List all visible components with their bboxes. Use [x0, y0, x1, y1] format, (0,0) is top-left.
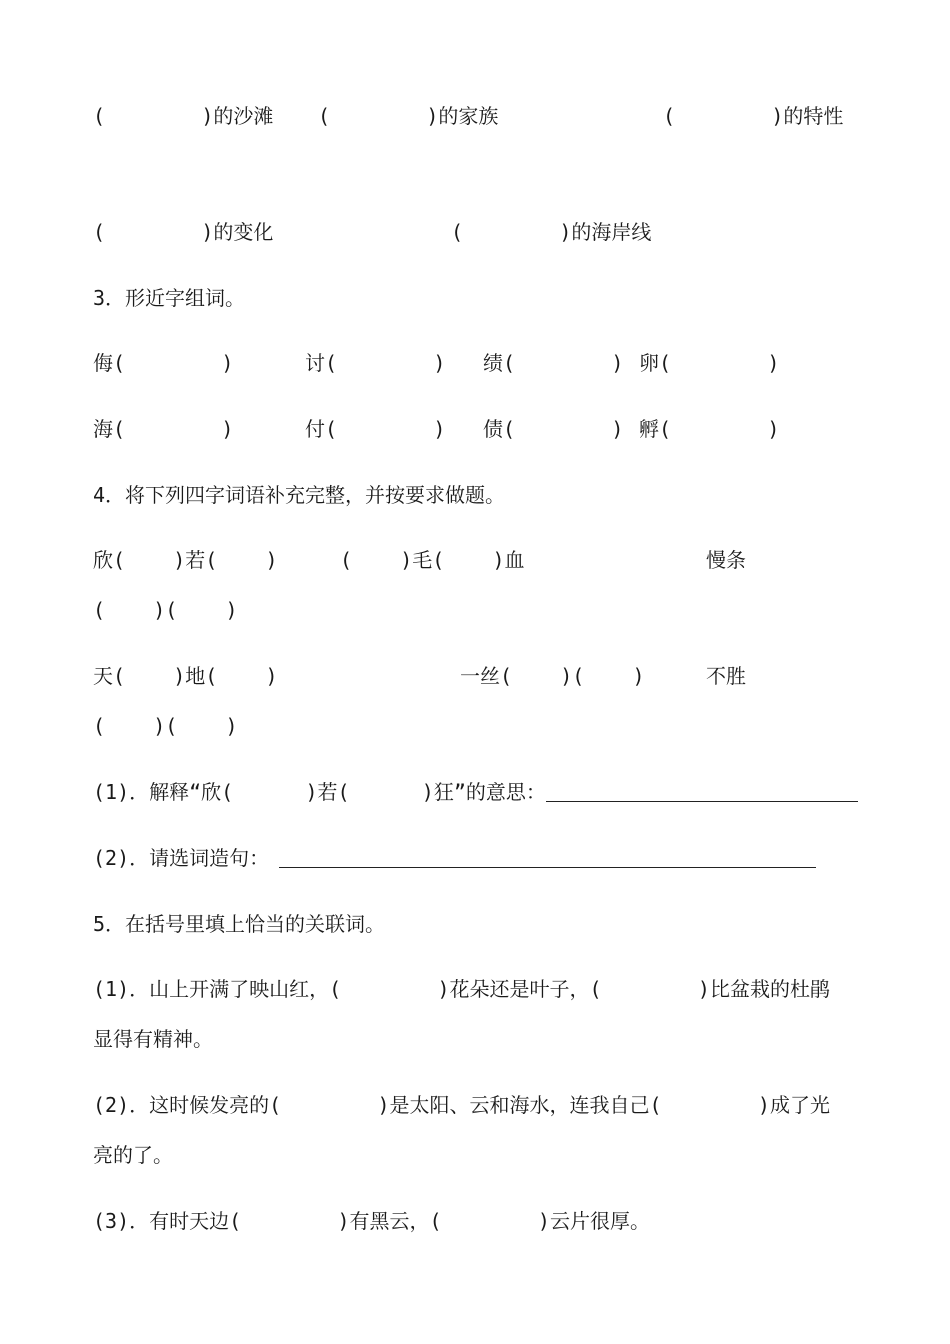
q3-item: 绩( )	[483, 351, 624, 375]
q2-item-texing: ( )的特性	[663, 104, 844, 128]
q4-idiom: 不胜	[706, 664, 746, 688]
q2-item-shatan: ( )的沙滩	[93, 104, 274, 128]
q3-item: 海( )	[93, 417, 234, 441]
q4-idiom: ( )毛( )血	[340, 548, 525, 572]
q2-item-haianxian: ( )的海岸线	[451, 220, 652, 244]
q5-sub1-line1: (1)．山上开满了映山红，( )花朵还是叶子，( )比盆栽的杜鹃	[93, 977, 830, 1001]
q4-sub2-answer-line[interactable]	[279, 867, 816, 868]
q3-item: 讨( )	[305, 351, 446, 375]
q5-sub2-line2: 亮的了。	[93, 1143, 173, 1167]
q4-idiom-wrap: ( )( )	[93, 598, 238, 622]
q5-sub3: (3)．有时天边( )有黑云，( )云片很厚。	[93, 1209, 650, 1233]
q3-item: 侮( )	[93, 351, 234, 375]
q5-title: 5．在括号里填上恰当的关联词。	[93, 912, 386, 936]
q4-sub2-prompt: (2)．请选词造句：	[93, 846, 270, 870]
q3-item: 债( )	[483, 417, 624, 441]
q3-item: 卵( )	[639, 351, 780, 375]
q2-item-jiazu: ( )的家族	[318, 104, 499, 128]
q2-item-bianhua: ( )的变化	[93, 220, 274, 244]
q4-title: 4．将下列四字词语补充完整，并按要求做题。	[93, 483, 506, 507]
q3-item: 付( )	[305, 417, 446, 441]
q4-idiom: 一丝( )( )	[460, 664, 645, 688]
q4-sub1-prompt: (1)．解释“欣( )若( )狂”的意思：	[93, 780, 546, 804]
q3-title: 3．形近字组词。	[93, 286, 246, 310]
q4-idiom-wrap: ( )( )	[93, 714, 238, 738]
q4-idiom: 慢条	[706, 548, 746, 572]
q4-idiom: 天( )地( )	[93, 664, 278, 688]
q4-sub1-answer-line[interactable]	[546, 801, 858, 802]
q5-sub2-line1: (2)．这时候发亮的( )是太阳、云和海水，连我自己( )成了光	[93, 1093, 830, 1117]
q5-sub1-line2: 显得有精神。	[93, 1027, 213, 1051]
q3-item: 孵( )	[639, 417, 780, 441]
q4-idiom: 欣( )若( )	[93, 548, 278, 572]
